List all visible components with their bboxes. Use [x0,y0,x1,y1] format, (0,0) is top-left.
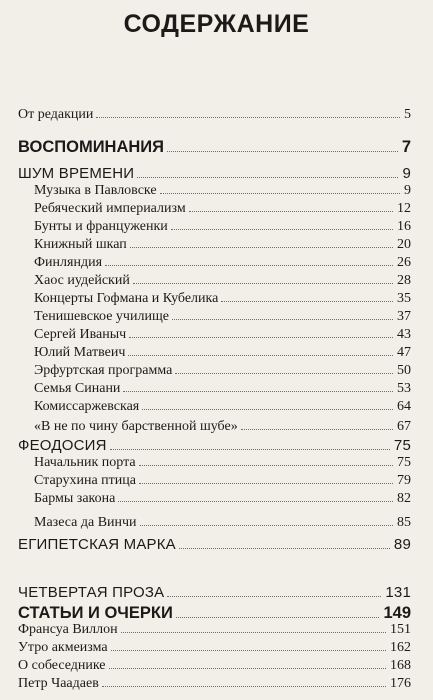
dot-leader [109,668,386,669]
page-number: 149 [383,604,411,622]
toc-entry [0,255,433,271]
entry-title: ШУМ ВРЕМЕНИ [18,165,135,182]
page-number: 35 [397,291,411,306]
toc-entry [0,237,433,253]
dot-leader [110,449,390,450]
dot-leader [142,409,393,410]
toc-entry [0,219,433,235]
entry-title: Эрфуртская программа [34,363,173,378]
dot-leader [241,429,393,430]
dot-leader [171,229,393,230]
dot-leader [189,211,393,212]
entry-title: Мазеса да Винчи [34,515,137,530]
dot-leader [137,177,398,178]
toc-section [0,604,433,623]
entry-title: От редакции [18,107,94,122]
page-number: 131 [385,584,411,601]
page-number: 85 [397,515,411,530]
dot-leader [167,151,398,152]
dot-leader [111,650,386,651]
toc-entry [0,658,433,674]
dot-leader [139,483,393,484]
dot-leader [123,391,393,392]
entry-title: Книжный шкап [34,237,127,252]
entry-title: Ребяческий империализм [34,201,186,216]
entry-title: «В не по чину барственной шубе» [34,419,238,434]
entry-title: Сергей Иваныч [34,327,127,342]
dot-leader [105,265,393,266]
page-number: 162 [390,640,411,655]
toc-entry [0,419,433,435]
dot-leader [102,686,386,687]
toc-section [0,138,433,157]
entry-title: Семья Синани [34,381,121,396]
entry-title: Тенишевское училище [34,309,169,324]
entry-title: Утро акмеизма [18,640,108,655]
entry-title: Начальник порта [34,455,136,470]
entry-title: О собеседнике [18,658,106,673]
page-number: 64 [397,399,411,414]
toc-entry [0,165,433,182]
toc-entry [0,183,433,199]
page-number: 75 [393,437,411,454]
toc-entry [0,676,433,692]
toc-entry [0,309,433,325]
entry-title: ЕГИПЕТСКАЯ МАРКА [18,536,176,553]
entry-title: СТАТЬИ И ОЧЕРКИ [18,604,173,622]
entry-title: Музыка в Павловске [34,183,157,198]
entry-title: ЧЕТВЕРТАЯ ПРОЗА [18,584,165,601]
toc-entry [0,291,433,307]
entry-title: Петр Чаадаев [18,676,99,691]
toc-entry [0,584,433,601]
page-number: 28 [397,273,411,288]
page-number: 9 [402,165,411,182]
dot-leader [96,117,400,118]
entry-title: Хаос иудейский [34,273,130,288]
page-number: 20 [397,237,411,252]
toc-entry [0,363,433,379]
page-number: 82 [397,491,411,506]
page-number: 47 [397,345,411,360]
dot-leader [133,283,393,284]
page-number: 12 [397,201,411,216]
dot-leader [140,525,393,526]
toc-title: СОДЕРЖАНИЕ [123,10,310,38]
page-number: 50 [397,363,411,378]
page-number: 9 [404,183,411,198]
entry-title: Бунты и француженки [34,219,168,234]
dot-leader [121,632,386,633]
page-number: 7 [401,138,411,156]
dot-leader [175,373,393,374]
toc-entry [0,107,433,123]
toc-entry [0,640,433,656]
page-number: 67 [397,419,411,434]
page-number: 151 [390,622,411,637]
toc-entry [0,201,433,217]
entry-title: Старухина птица [34,473,136,488]
page-number: 168 [390,658,411,673]
entry-title: Бармы закона [34,491,116,506]
page-number: 75 [397,455,411,470]
toc-entry [0,515,433,531]
dot-leader [129,337,393,338]
page-number: 176 [390,676,411,691]
page-number: 53 [397,381,411,396]
dot-leader [172,319,393,320]
toc-entry [0,399,433,415]
toc-entry [0,473,433,489]
entry-title: ФЕОДОСИЯ [18,437,107,454]
dot-leader [128,355,393,356]
dot-leader [179,548,390,549]
page-number: 89 [393,536,411,553]
toc-entry [0,273,433,289]
entry-title: Юлий Матвеич [34,345,126,360]
dot-leader [118,501,393,502]
dot-leader [167,596,381,597]
page-number: 79 [397,473,411,488]
toc-entry [0,536,433,553]
toc-entry [0,345,433,361]
dot-leader [160,193,400,194]
entry-title: Комиссаржевская [34,399,140,414]
dot-leader [176,617,380,618]
dot-leader [221,301,393,302]
entry-title: Концерты Гофмана и Кубелика [34,291,219,306]
toc-entry [0,437,433,454]
entry-title: Финляндия [34,255,103,270]
dot-leader [139,465,393,466]
toc-entry [0,327,433,343]
entry-title: Франсуа Виллон [18,622,118,637]
toc-entry [0,491,433,507]
page-number: 37 [397,309,411,324]
page-number: 43 [397,327,411,342]
dot-leader [130,247,393,248]
entry-title: ВОСПОМИНАНИЯ [18,138,165,156]
toc-entry [0,455,433,471]
page-number: 5 [404,107,411,122]
page-number: 26 [397,255,411,270]
toc-entry [0,381,433,397]
toc-entry [0,622,433,638]
page-number: 16 [397,219,411,234]
